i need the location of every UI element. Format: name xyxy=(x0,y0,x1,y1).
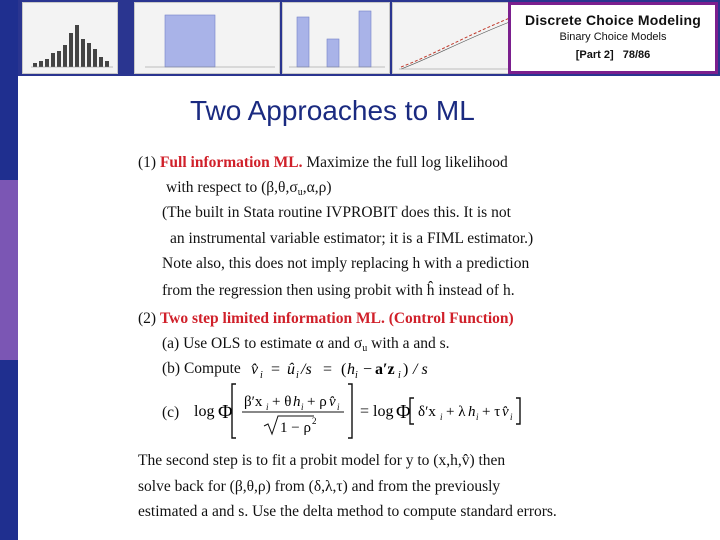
svg-text:+ ρ: + ρ xyxy=(307,394,327,410)
paragraph-3-line-3: estimated a and s. Use the delta method to compute standard errors. xyxy=(138,503,557,520)
svg-text:(: ( xyxy=(341,361,347,378)
svg-text:v̂: v̂ xyxy=(502,404,509,420)
svg-text:/s: /s xyxy=(301,361,312,378)
paragraph-1-line-4: an instrumental variable estimator; it is a FIML estimator.) xyxy=(170,230,534,247)
svg-text:+ τ: + τ xyxy=(482,404,501,420)
svg-text:δ′x: δ′x xyxy=(418,404,436,420)
svg-text:a′z: a′z xyxy=(375,361,395,378)
thumbnail-histogram xyxy=(22,2,118,74)
svg-text:v̂: v̂ xyxy=(329,394,336,410)
svg-text:/ s: / s xyxy=(413,361,428,378)
svg-text:h: h xyxy=(293,394,301,410)
svg-text:h: h xyxy=(468,404,476,420)
paragraph-2-step-a: (a) Use OLS to estimate α and $\sigma_u$ with a and s. xyxy=(162,335,450,354)
svg-text:−: − xyxy=(363,361,373,378)
svg-text:i: i xyxy=(260,370,263,381)
svg-text:i: i xyxy=(398,370,401,381)
page-number: 78/86 xyxy=(622,49,651,61)
thumbnail-bar-chart xyxy=(134,2,280,74)
paragraph-2-step-c: (c) xyxy=(162,404,180,421)
thumbnail-curve-plot xyxy=(392,2,524,74)
svg-text:i: i xyxy=(266,402,269,412)
course-title-box xyxy=(508,2,718,74)
paragraph-2-step-b: (b) Compute xyxy=(162,360,241,377)
thumbnail-three-bars xyxy=(282,2,390,74)
formula-c xyxy=(194,372,534,444)
svg-text:i: i xyxy=(355,370,358,381)
svg-text:h: h xyxy=(347,361,355,378)
svg-text:β′x: β′x xyxy=(244,394,263,410)
paragraph-3-line-2: solve back for (β,θ,ρ) from (δ,λ,τ) and from the previously xyxy=(138,478,501,495)
svg-text:+ θ: + θ xyxy=(272,394,292,410)
course-title: Discrete Choice Modeling xyxy=(525,12,701,28)
svg-text:= log: = log xyxy=(360,403,394,420)
svg-text:i: i xyxy=(476,412,479,422)
part-label: [Part 2] xyxy=(575,49,614,61)
paragraph-1-line-5: Note also, this does not imply replacing h with a prediction xyxy=(162,255,530,272)
svg-text:v̂: v̂ xyxy=(251,361,259,378)
svg-text:i: i xyxy=(510,412,513,422)
svg-text:i: i xyxy=(296,370,299,381)
paragraph-2-heading: (2) Two step limited information ML. (Control Function) xyxy=(138,310,514,327)
sidebar-segment-middle xyxy=(0,180,18,360)
svg-text:i: i xyxy=(440,412,443,422)
svg-text:=: = xyxy=(271,361,281,378)
svg-text:2: 2 xyxy=(312,416,317,426)
svg-text:i: i xyxy=(301,402,304,412)
left-color-bar xyxy=(0,0,18,540)
course-subtitle: Binary Choice Models xyxy=(559,31,667,43)
svg-text:Φ: Φ xyxy=(396,401,411,423)
svg-text:i: i xyxy=(337,402,340,412)
svg-text:log: log xyxy=(194,403,215,420)
sidebar-segment-bottom xyxy=(0,360,18,540)
svg-text:û: û xyxy=(287,361,295,378)
sidebar-segment-top xyxy=(0,0,18,180)
svg-text:): ) xyxy=(403,361,409,378)
paragraph-1-line-2: with respect to $(\beta,\theta,\sigma_u,\alpha,\rho)$ xyxy=(166,179,332,198)
paragraph-1-line-6: from the regression then using probit with ĥ instead of h. xyxy=(162,282,515,299)
slide-title: Two Approaches to ML xyxy=(190,95,475,126)
paragraph-1-line-3: (The built in Stata routine IVPROBIT does this. It is not xyxy=(162,204,511,221)
part-and-page xyxy=(511,49,715,61)
paragraph-1-heading: (1) Full information ML. Maximize the full log likelihood xyxy=(138,154,508,171)
svg-text:Φ: Φ xyxy=(218,401,233,423)
paragraph-3-line-1: The second step is to fit a probit model for y to (x,h,v̂) then xyxy=(138,452,506,469)
svg-text:=: = xyxy=(323,361,333,378)
svg-text:1 − ρ: 1 − ρ xyxy=(280,420,311,436)
svg-text:+ λ: + λ xyxy=(446,404,466,420)
